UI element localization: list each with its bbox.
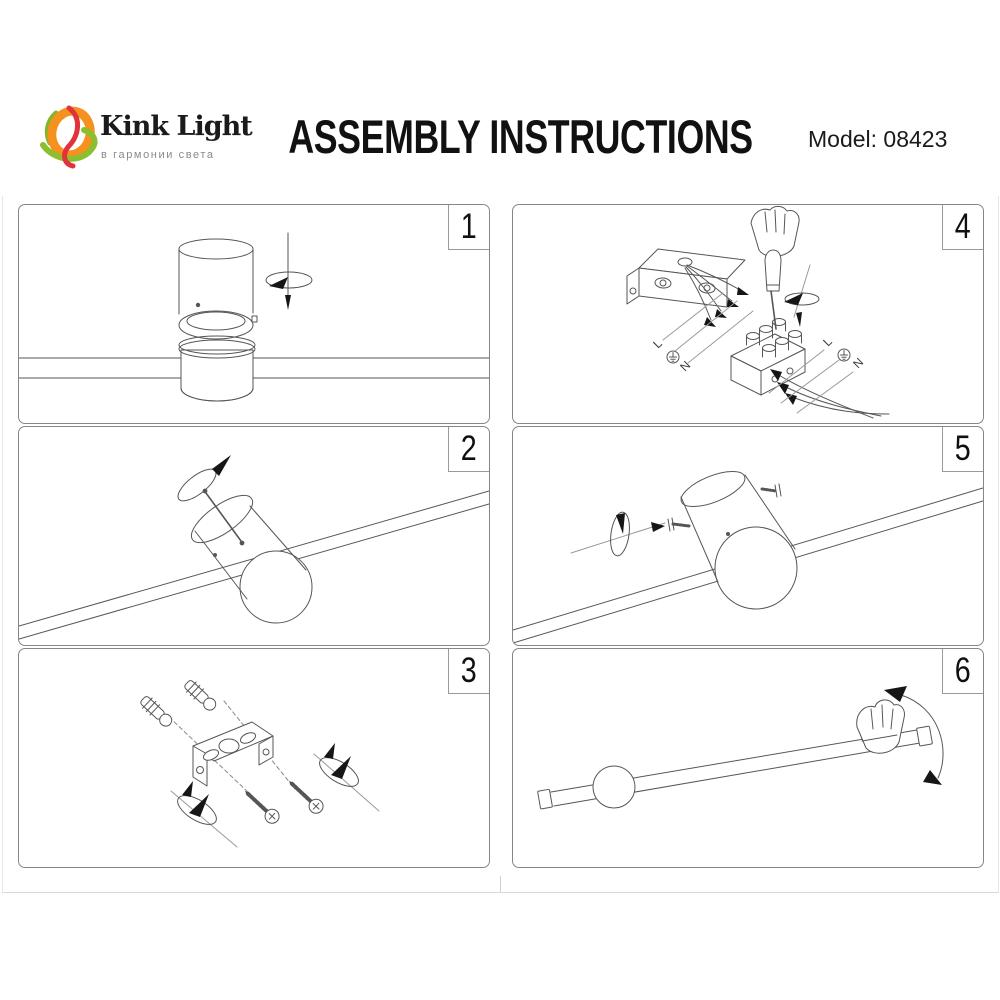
steps-grid bbox=[18, 204, 984, 868]
step-5-illustration bbox=[513, 427, 983, 645]
wall-plug bbox=[138, 694, 175, 729]
wall-plug bbox=[182, 678, 219, 713]
screw-left bbox=[668, 518, 689, 531]
step-2-illustration bbox=[19, 427, 489, 645]
earth-icon bbox=[667, 351, 679, 363]
step-panel-5 bbox=[512, 426, 984, 646]
step-number-badge: 1 bbox=[448, 205, 489, 250]
step-number-badge: 4 bbox=[942, 205, 983, 250]
rotate-arrow-icon bbox=[571, 511, 665, 557]
brand-name: Kink Light bbox=[100, 111, 252, 142]
mounting-screw bbox=[284, 776, 326, 816]
rotate-down-arrow-icon bbox=[784, 265, 819, 327]
page-title: ASSEMBLY INSTRUCTIONS bbox=[288, 110, 753, 163]
step-panel-4 bbox=[512, 204, 984, 424]
brand-logo bbox=[38, 103, 252, 173]
step-panel-6 bbox=[512, 648, 984, 868]
svg-text:N: N bbox=[677, 358, 694, 375]
svg-text:L: L bbox=[820, 334, 835, 350]
step-panel-3 bbox=[18, 648, 490, 868]
sphere-joint bbox=[593, 766, 635, 808]
rotate-down-arrow-icon bbox=[266, 233, 312, 310]
step-6-illustration bbox=[513, 649, 983, 867]
hand-with-screwdriver bbox=[751, 206, 799, 329]
step-panel-2 bbox=[18, 426, 490, 646]
step-number-badge: 3 bbox=[448, 649, 489, 694]
step-number-badge: 6 bbox=[942, 649, 983, 694]
hand bbox=[857, 700, 905, 753]
mounting-bracket bbox=[193, 722, 273, 786]
step-1-illustration bbox=[19, 205, 489, 423]
step-number-badge: 5 bbox=[942, 427, 983, 472]
kink-light-swirl-icon bbox=[38, 103, 98, 171]
rotate-arrow-icon bbox=[171, 781, 237, 847]
rotate-arrow-icon bbox=[173, 455, 231, 506]
earth-icon bbox=[838, 349, 850, 361]
step-panel-1 bbox=[18, 204, 490, 424]
step-3-illustration bbox=[19, 649, 489, 867]
step-4-illustration bbox=[513, 205, 983, 423]
screw-right bbox=[762, 484, 781, 497]
svg-text:N: N bbox=[850, 355, 867, 372]
brand-tagline: в гармонии света bbox=[101, 149, 215, 161]
rotate-arrow-icon bbox=[314, 743, 379, 811]
bracket-with-wires bbox=[627, 249, 749, 327]
svg-text:L: L bbox=[650, 336, 665, 352]
page-center-tick bbox=[500, 876, 501, 892]
model-number: Model: 08423 bbox=[808, 126, 948, 152]
step-number-badge: 2 bbox=[448, 427, 489, 472]
screw bbox=[203, 489, 245, 546]
mounting-screw bbox=[240, 786, 282, 826]
